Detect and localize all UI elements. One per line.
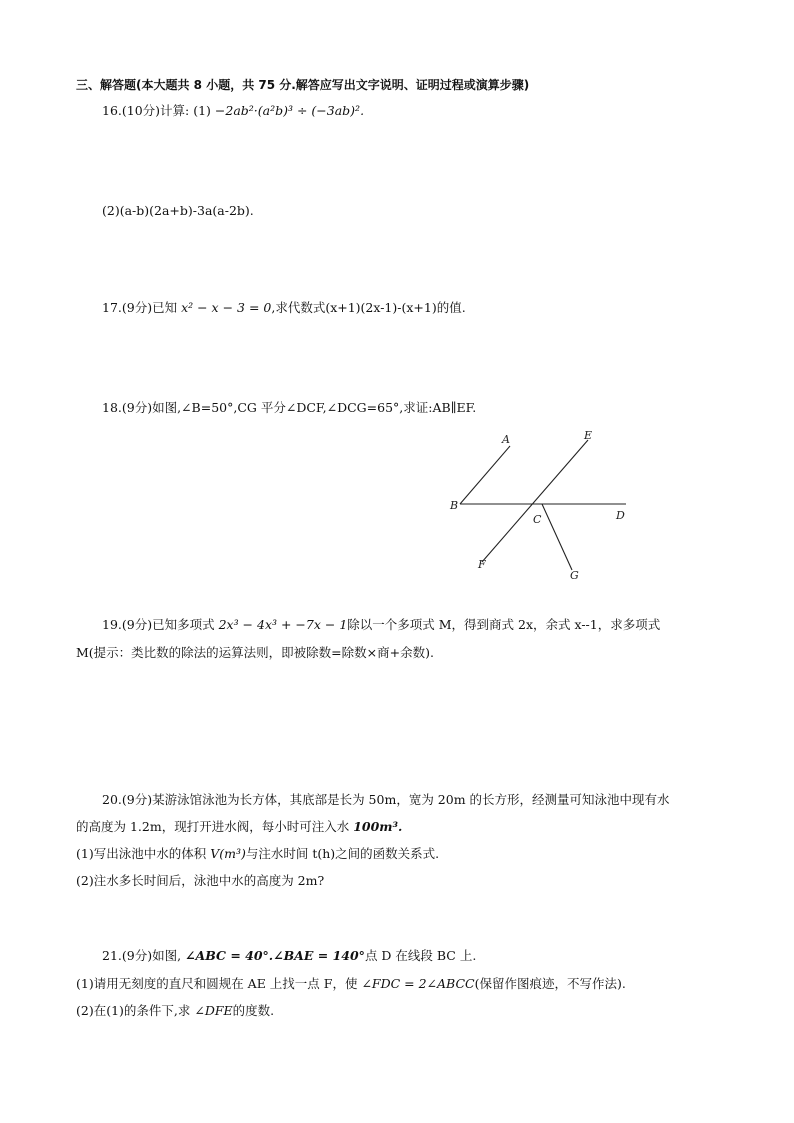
question-21-sub1 [76,976,626,992]
question-16-part1 [102,103,364,119]
question-21-angles: ∠ABC = 40°.∠BAE = 140° [185,948,365,963]
question-21-suffix: 点 D 在线段 BC 上. [364,948,477,963]
question-19-polynomial: 2x³ − 4x³ + −7x − 1 [218,617,348,632]
label-d: D [616,509,625,522]
question-20-sub2: (2)注水多长时间后，泳池中水的高度为 2m? [76,873,325,888]
question-21-sub2-prefix: (2)在(1)的条件下,求 [76,1003,195,1018]
question-21-sub1-prefix: (1)请用无刻度的直尺和圆规在 AE 上找一点 F，使 [76,976,362,991]
line-ba [460,446,510,504]
question-16-prefix: 16.(10分)计算: (1) [102,103,215,118]
question-21-sub2-angle: ∠DFE [194,1003,233,1018]
label-f: F [478,558,486,571]
question-21-sub2-suffix: 的度数. [232,1003,275,1018]
question-21-sub1-suffix: (保留作图痕迹，不写作法). [474,976,626,991]
question-20-sub1 [76,846,439,862]
question-17 [102,300,466,316]
question-20-line2-prefix: 的高度为 1.2m，现打开进水阀，每小时可注入水 [76,819,354,834]
question-20-rate: 100m³. [353,819,403,834]
label-a: A [502,433,510,446]
question-20-line2 [76,819,402,835]
question-19-prefix: 19.(9分)已知多项式 [102,617,219,632]
question-19-line2: M(提示：类比数的除法的运算法则，即被除数=除数×商+余数). [76,645,434,660]
question-21-prefix: 21.(9分)如图, [102,948,186,963]
question-21-sub1-angle: ∠FDC = 2∠ABCC [361,976,475,991]
section-header: 三、解答题(本大题共 8 小题，共 75 分.解答应写出文字说明、证明过程或演算步骤) [76,78,530,92]
question-17-suffix: ,求代数式(x+1)(2x-1)-(x+1)的值. [271,300,466,315]
question-18: 18.(9分)如图,∠B=50°,CG 平分∠DCF,∠DCG=65°,求证:AB∥EF. [102,400,477,415]
line-ef [482,440,588,562]
question-16-part2: (2)(a-b)(2a+b)-3a(a-2b). [102,203,254,218]
label-g: G [570,569,579,582]
question-19-suffix: 除以一个多项式 M，得到商式 2x，余式 x--1，求多项式 [347,617,661,632]
question-20-sub1-suffix: 与注水时间 t(h)之间的函数关系式. [245,846,440,861]
question-21-sub2 [76,1003,274,1019]
question-16-expression: −2ab²·(a²b)³ ÷ (−3ab)². [214,103,365,118]
label-e: E [584,429,593,442]
question-21-line1 [102,948,476,964]
question-17-prefix: 17.(9分)已知 [102,300,182,315]
question-19-line1 [102,617,660,633]
label-c: C [533,513,542,526]
question-17-equation: x² − x − 3 = 0 [181,300,272,315]
question-20-volume: V(m³) [210,846,246,861]
label-b: B [450,499,459,512]
question-20-line1: 20.(9分)某游泳馆泳池为长方体，其底部是长为 50m，宽为 20m 的长方形，经测量可知泳池中现有水 [102,792,670,807]
question-18-figure [446,428,636,586]
question-20-sub1-prefix: (1)写出泳池中水的体积 [76,846,211,861]
line-cg [542,504,572,570]
